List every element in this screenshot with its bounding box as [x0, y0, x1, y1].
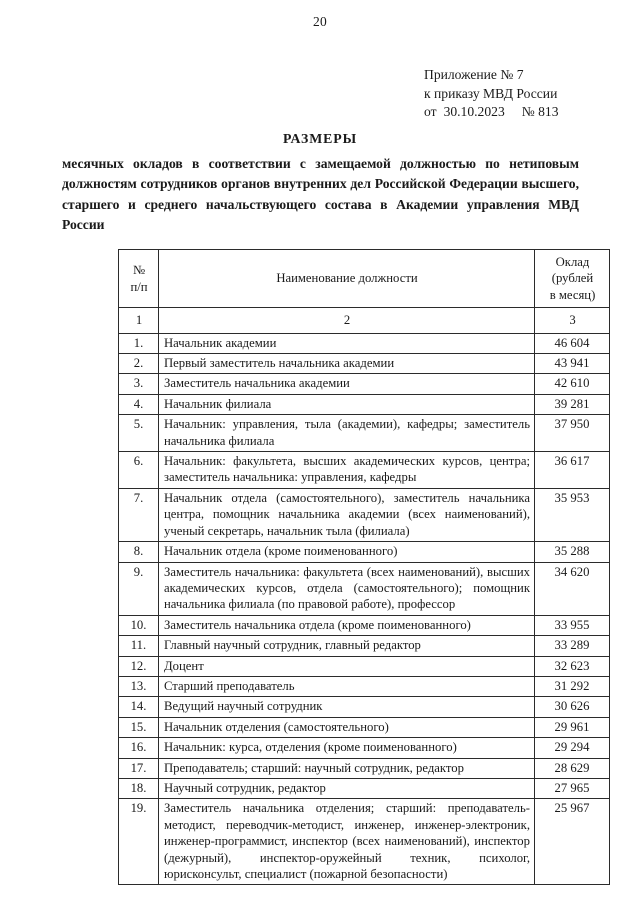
- table-row: [119, 562, 610, 615]
- table-row: [119, 758, 610, 778]
- row-salary-amount: 33 955: [535, 615, 610, 635]
- row-salary-amount: 35 288: [535, 542, 610, 562]
- page-subtitle: месячных окладов в соответствии с замещаемой должностью по нетиповым должностям сотрудников органов внутренних дел Российской Федерации высшего, старшего и среднего начальствующего состава в Академии управления МВД России: [62, 156, 579, 233]
- row-number: 7.: [119, 488, 159, 541]
- row-salary-amount: 27 965: [535, 778, 610, 798]
- row-number: 17.: [119, 758, 159, 778]
- row-position-name: Преподаватель; старший: научный сотрудник, редактор: [159, 758, 535, 778]
- row-number: 13.: [119, 676, 159, 696]
- appendix-reference-block: [424, 66, 624, 122]
- row-salary-amount: 32 623: [535, 656, 610, 676]
- header-oklad-line1: Оклад: [555, 255, 590, 269]
- table-row: [119, 415, 610, 452]
- column-number-row: [119, 308, 610, 333]
- row-salary-amount: 33 289: [535, 636, 610, 656]
- row-number: 2.: [119, 354, 159, 374]
- row-number: 19.: [119, 799, 159, 885]
- row-position-name: Заместитель начальника отдела (кроме поименованного): [159, 615, 535, 635]
- row-number: 4.: [119, 394, 159, 414]
- table-row: [119, 738, 610, 758]
- table-row: [119, 778, 610, 798]
- row-position-name: Начальник: управления, тыла (академии), кафедры; заместитель начальника филиала: [159, 415, 535, 452]
- header-num-line2: п/п: [130, 279, 148, 294]
- row-number: 16.: [119, 738, 159, 758]
- row-position-name: Старший преподаватель: [159, 676, 535, 696]
- row-salary-amount: 43 941: [535, 354, 610, 374]
- row-position-name: Заместитель начальника: факультета (всех наименований), высших академических курсов, отдела (самостоятельного); помощник начальника филиала (по правовой работе), профессор: [159, 562, 535, 615]
- table-header: [119, 250, 610, 334]
- row-salary-amount: 39 281: [535, 394, 610, 414]
- row-number: 12.: [119, 656, 159, 676]
- row-position-name: Начальник отдела (кроме поименованного): [159, 542, 535, 562]
- row-position-name: Доцент: [159, 656, 535, 676]
- row-position-name: Заместитель начальника отделения; старший: преподаватель-методист, переводчик-методист, инженер, инженер-электроник, инженер-программист, инспектор (всех наименований), инспектор (дежурный), инспектор-оружейный техник, психолог, юрисконсульт, специалист (пожарной безопасности): [159, 799, 535, 885]
- appendix-order-line: к приказу МВД России: [424, 85, 558, 101]
- row-number: 9.: [119, 562, 159, 615]
- header-num-line1: №: [132, 263, 146, 278]
- column-number-1: 1: [119, 308, 159, 333]
- appendix-date-line: [424, 103, 624, 122]
- row-position-name: Начальник: курса, отделения (кроме поименованного): [159, 738, 535, 758]
- row-salary-amount: 30 626: [535, 697, 610, 717]
- row-salary-amount: 36 617: [535, 452, 610, 489]
- table-body: [119, 333, 610, 885]
- row-position-name: Ведущий научный сотрудник: [159, 697, 535, 717]
- row-number: 18.: [119, 778, 159, 798]
- row-salary-amount: 46 604: [535, 333, 610, 353]
- row-position-name: Начальник отделения (самостоятельного): [159, 717, 535, 737]
- appendix-date-value: 30.10.2023: [443, 104, 505, 119]
- table-row: [119, 799, 610, 885]
- header-row-number: [119, 250, 159, 308]
- row-number: 15.: [119, 717, 159, 737]
- row-salary-amount: 34 620: [535, 562, 610, 615]
- page-number: 20: [313, 14, 327, 29]
- row-position-name: Главный научный сотрудник, главный редактор: [159, 636, 535, 656]
- table-row: [119, 354, 610, 374]
- table-row: [119, 542, 610, 562]
- page-title: РАЗМЕРЫ: [282, 131, 358, 146]
- column-number-2: 2: [159, 308, 535, 333]
- row-position-name: Научный сотрудник, редактор: [159, 778, 535, 798]
- header-salary: [535, 250, 610, 308]
- table-row: [119, 394, 610, 414]
- row-number: 1.: [119, 333, 159, 353]
- appendix-date-prefix: от: [424, 104, 437, 119]
- row-salary-amount: 29 961: [535, 717, 610, 737]
- row-position-name: Первый заместитель начальника академии: [159, 354, 535, 374]
- table-row: [119, 374, 610, 394]
- table-row: [119, 636, 610, 656]
- salary-table: [118, 249, 610, 885]
- table-header-row: [119, 250, 610, 308]
- table-row: [119, 615, 610, 635]
- row-salary-amount: 28 629: [535, 758, 610, 778]
- row-position-name: Начальник отдела (самостоятельного), заместитель начальника центра, помощник начальника академии (всех наименований), ученый секретарь, начальник тыла (филиала): [159, 488, 535, 541]
- appendix-order-number: № 813: [521, 104, 559, 119]
- row-number: 5.: [119, 415, 159, 452]
- table-row: [119, 488, 610, 541]
- appendix-title-line: Приложение № 7: [424, 67, 524, 82]
- column-number-3: 3: [535, 308, 610, 333]
- header-position-name: Наименование должности: [159, 250, 535, 308]
- row-position-name: Начальник филиала: [159, 394, 535, 414]
- table-row: [119, 676, 610, 696]
- row-position-name: Заместитель начальника академии: [159, 374, 535, 394]
- row-salary-amount: 31 292: [535, 676, 610, 696]
- header-oklad-line3: в месяц): [549, 287, 596, 302]
- table-row: [119, 697, 610, 717]
- row-number: 6.: [119, 452, 159, 489]
- table-row: [119, 452, 610, 489]
- row-salary-amount: 42 610: [535, 374, 610, 394]
- row-number: 3.: [119, 374, 159, 394]
- row-salary-amount: 35 953: [535, 488, 610, 541]
- table-row: [119, 333, 610, 353]
- row-salary-amount: 25 967: [535, 799, 610, 885]
- header-oklad-line2: (рублей: [551, 271, 594, 286]
- row-number: 11.: [119, 636, 159, 656]
- row-position-name: Начальник академии: [159, 333, 535, 353]
- row-number: 10.: [119, 615, 159, 635]
- row-salary-amount: 37 950: [535, 415, 610, 452]
- row-salary-amount: 29 294: [535, 738, 610, 758]
- table-row: [119, 717, 610, 737]
- table-row: [119, 656, 610, 676]
- row-position-name: Начальник: факультета, высших академических курсов, центра; заместитель начальника: управления, кафедры: [159, 452, 535, 489]
- row-number: 8.: [119, 542, 159, 562]
- row-number: 14.: [119, 697, 159, 717]
